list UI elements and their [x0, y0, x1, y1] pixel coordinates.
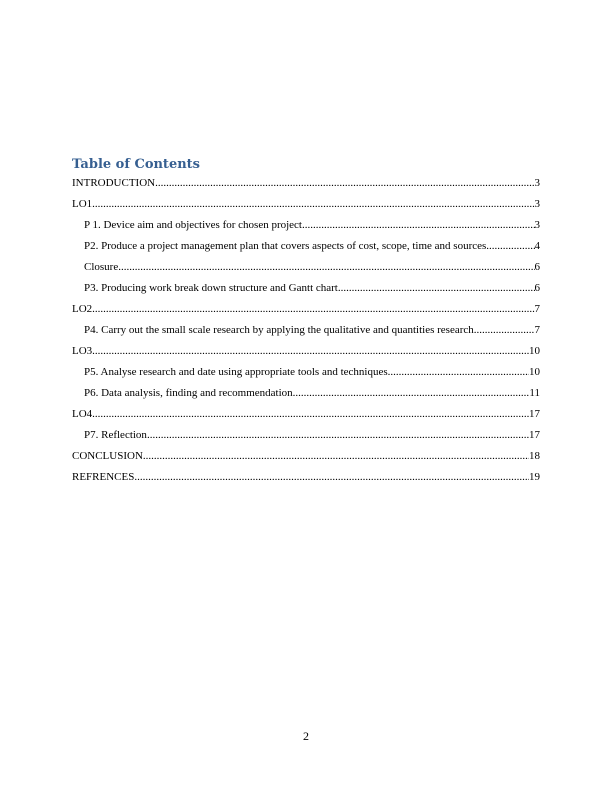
toc-entry-refrences[interactable] — [72, 470, 540, 491]
toc-title: Table of Contents — [72, 157, 200, 172]
toc-entry-page: 4 — [534, 240, 540, 252]
dot-leader — [293, 386, 530, 400]
dot-leader — [474, 323, 535, 337]
toc-entry-label: CONCLUSION — [72, 450, 143, 462]
toc-entry-p4[interactable] — [72, 323, 540, 344]
toc-entry-label: LO4 — [72, 408, 93, 420]
table-of-contents — [72, 176, 540, 491]
toc-entry-closure[interactable] — [72, 260, 540, 281]
toc-entry-page: 17 — [529, 408, 540, 420]
toc-entry-label: Closure — [84, 261, 119, 273]
dot-leader — [92, 197, 534, 211]
toc-entry-conclusion[interactable] — [72, 449, 540, 470]
toc-entry-label: P2. Produce a project management plan that covers aspects of cost, scope, time and sources — [84, 240, 487, 252]
toc-entry-page: 10 — [529, 345, 540, 357]
dot-leader — [486, 239, 534, 253]
toc-entry-label: P3. Producing work break down structure and Gantt chart — [84, 282, 338, 294]
toc-entry-page: 3 — [534, 219, 540, 231]
dot-leader — [155, 176, 534, 190]
toc-entry-p3[interactable] — [72, 281, 540, 302]
toc-entry-lo3[interactable] — [72, 344, 540, 365]
toc-entry-p7[interactable] — [72, 428, 540, 449]
toc-entry-page: 17 — [529, 429, 540, 441]
toc-entry-label: P4. Carry out the small scale research by applying the qualitative and quantities research — [84, 324, 474, 336]
toc-entry-page: 3 — [534, 198, 540, 210]
toc-entry-page: 7 — [534, 303, 540, 315]
toc-entry-page: 6 — [534, 261, 540, 273]
toc-entry-p1[interactable] — [72, 218, 540, 239]
toc-entry-label: P6. Data analysis, finding and recommendation — [84, 387, 293, 399]
page-number: 2 — [303, 729, 309, 743]
dot-leader — [143, 449, 529, 463]
toc-entry-label: LO1 — [72, 198, 93, 210]
toc-entry-p5[interactable] — [72, 365, 540, 386]
toc-entry-lo4[interactable] — [72, 407, 540, 428]
toc-entry-page: 6 — [534, 282, 540, 294]
toc-entry-lo2[interactable] — [72, 302, 540, 323]
toc-entry-lo1[interactable] — [72, 197, 540, 218]
toc-entry-p6[interactable] — [72, 386, 540, 407]
toc-entry-label: INTRODUCTION — [72, 177, 156, 189]
toc-entry-introduction[interactable] — [72, 176, 540, 197]
toc-entry-page: 7 — [534, 324, 540, 336]
toc-entry-label: LO3 — [72, 345, 93, 357]
dot-leader — [92, 407, 529, 421]
dot-leader — [92, 302, 534, 316]
toc-entry-page: 3 — [534, 177, 540, 189]
toc-entry-page: 18 — [529, 450, 540, 462]
dot-leader — [118, 260, 534, 274]
toc-entry-page: 19 — [529, 471, 540, 483]
dot-leader — [338, 281, 535, 295]
dot-leader — [388, 365, 529, 379]
toc-entry-label: REFRENCES — [72, 471, 135, 483]
dot-leader — [147, 428, 529, 442]
toc-entry-label: P7. Reflection — [84, 429, 147, 441]
toc-entry-label: P 1. Device aim and objectives for chosen project — [84, 219, 302, 231]
dot-leader — [302, 218, 535, 232]
toc-entry-page: 11 — [529, 387, 540, 399]
dot-leader — [134, 470, 529, 484]
toc-entry-label: LO2 — [72, 303, 93, 315]
toc-entry-label: P5. Analyse research and date using appropriate tools and techniques — [84, 366, 388, 378]
dot-leader — [92, 344, 529, 358]
toc-entry-page: 10 — [529, 366, 540, 378]
toc-entry-p2[interactable] — [72, 239, 540, 260]
